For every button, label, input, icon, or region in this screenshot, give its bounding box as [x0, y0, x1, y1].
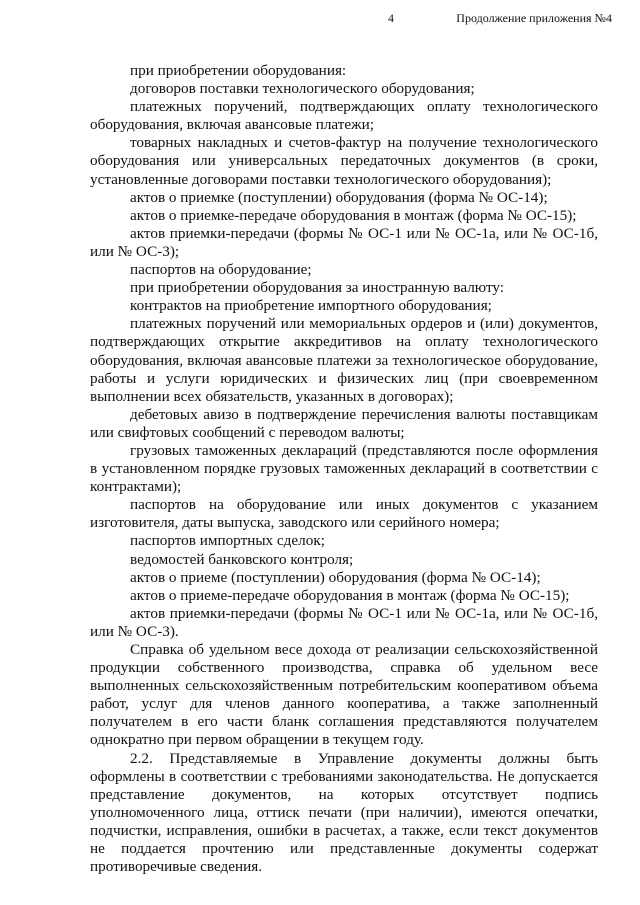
paragraph: платежных поручений или мемориальных ордеров и (или) документов, подтверждающих открытие аккредитивов на оплату технологического оборудования, включая авансовые платежи за технологическое оборудование, работы и услуги юридических и физических лиц (при своевременном выполнении всех обязательств, указанных в договорах);	[90, 315, 598, 405]
paragraph: паспортов на оборудование;	[130, 261, 312, 279]
page-number: 4	[388, 11, 394, 25]
paragraph: актов о приемке-передаче оборудования в монтаж (форма № ОС-15);	[130, 206, 577, 224]
paragraph: паспортов на оборудование или иных документов с указанием изготовителя, даты выпуска, заводского или серийного номера;	[90, 496, 598, 532]
paragraph: 2.2. Представляемые в Управление документы должны быть оформлены в соответствии с требованиями законодательства. Не допускается представление документов, на которых отсутствует подпись уполномоченного лица, оттиск печати (при наличии), имеются опечатки, подчистки, исправления, ошибки в расчетах, а также, если текст документов не поддается прочтению или представленные документы содержат противоречивые сведения.	[90, 749, 598, 876]
paragraph: при приобретении оборудования за иностранную валюту:	[130, 279, 504, 297]
paragraph: актов о приеме (поступлении) оборудования (форма № ОС-14);	[130, 568, 541, 586]
paragraph: грузовых таможенных деклараций (представляются после оформления в установленном порядке грузовых таможенных деклараций в соответствии с контрактами);	[90, 441, 598, 496]
paragraph: актов приемки-передачи (формы № ОС-1 или № ОС-1а, или № ОС-1б, или № ОС-3).	[90, 604, 598, 640]
paragraph: актов о приемке (поступлении) оборудования (форма № ОС-14);	[130, 188, 548, 206]
appendix-continuation-note: Продолжение приложения №4	[456, 11, 612, 25]
paragraph: Справка об удельном весе дохода от реализации сельскохозяйственной продукции собственного производства, справка об удельном весе выполненных сельскохозяйственным потребительским кооперативом объема работ, услуг для членов данного кооператива, а также заполненный получателем в его части бланк соглашения представляются получателем однократно при первом обращении в текущем году.	[90, 641, 598, 749]
paragraph: паспортов импортных сделок;	[130, 532, 325, 550]
paragraph: ведомостей банковского контроля;	[130, 550, 354, 568]
paragraph: актов о приеме-передаче оборудования в монтаж (форма № ОС-15);	[130, 586, 570, 604]
paragraph: товарных накладных и счетов-фактур на получение технологического оборудования или универсальных передаточных документов (в сроки, установленные договорами поставки технологического оборудования);	[90, 134, 598, 188]
paragraph: дебетовых авизо в подтверждение перечисления валюты поставщикам или свифтовых сообщений с переводом валюты;	[90, 405, 598, 441]
document-body	[90, 62, 598, 876]
paragraph: платежных поручений, подтверждающих оплату технологического оборудования, включая авансовые платежи;	[90, 98, 598, 134]
paragraph: при приобретении оборудования:	[130, 62, 347, 79]
paragraph: актов приемки-передачи (формы № ОС-1 или № ОС-1а, или № ОС-1б, или № ОС-3);	[90, 224, 598, 260]
paragraph: договоров поставки технологического оборудования;	[130, 80, 475, 98]
paragraph: контрактов на приобретение импортного оборудования;	[130, 297, 492, 315]
